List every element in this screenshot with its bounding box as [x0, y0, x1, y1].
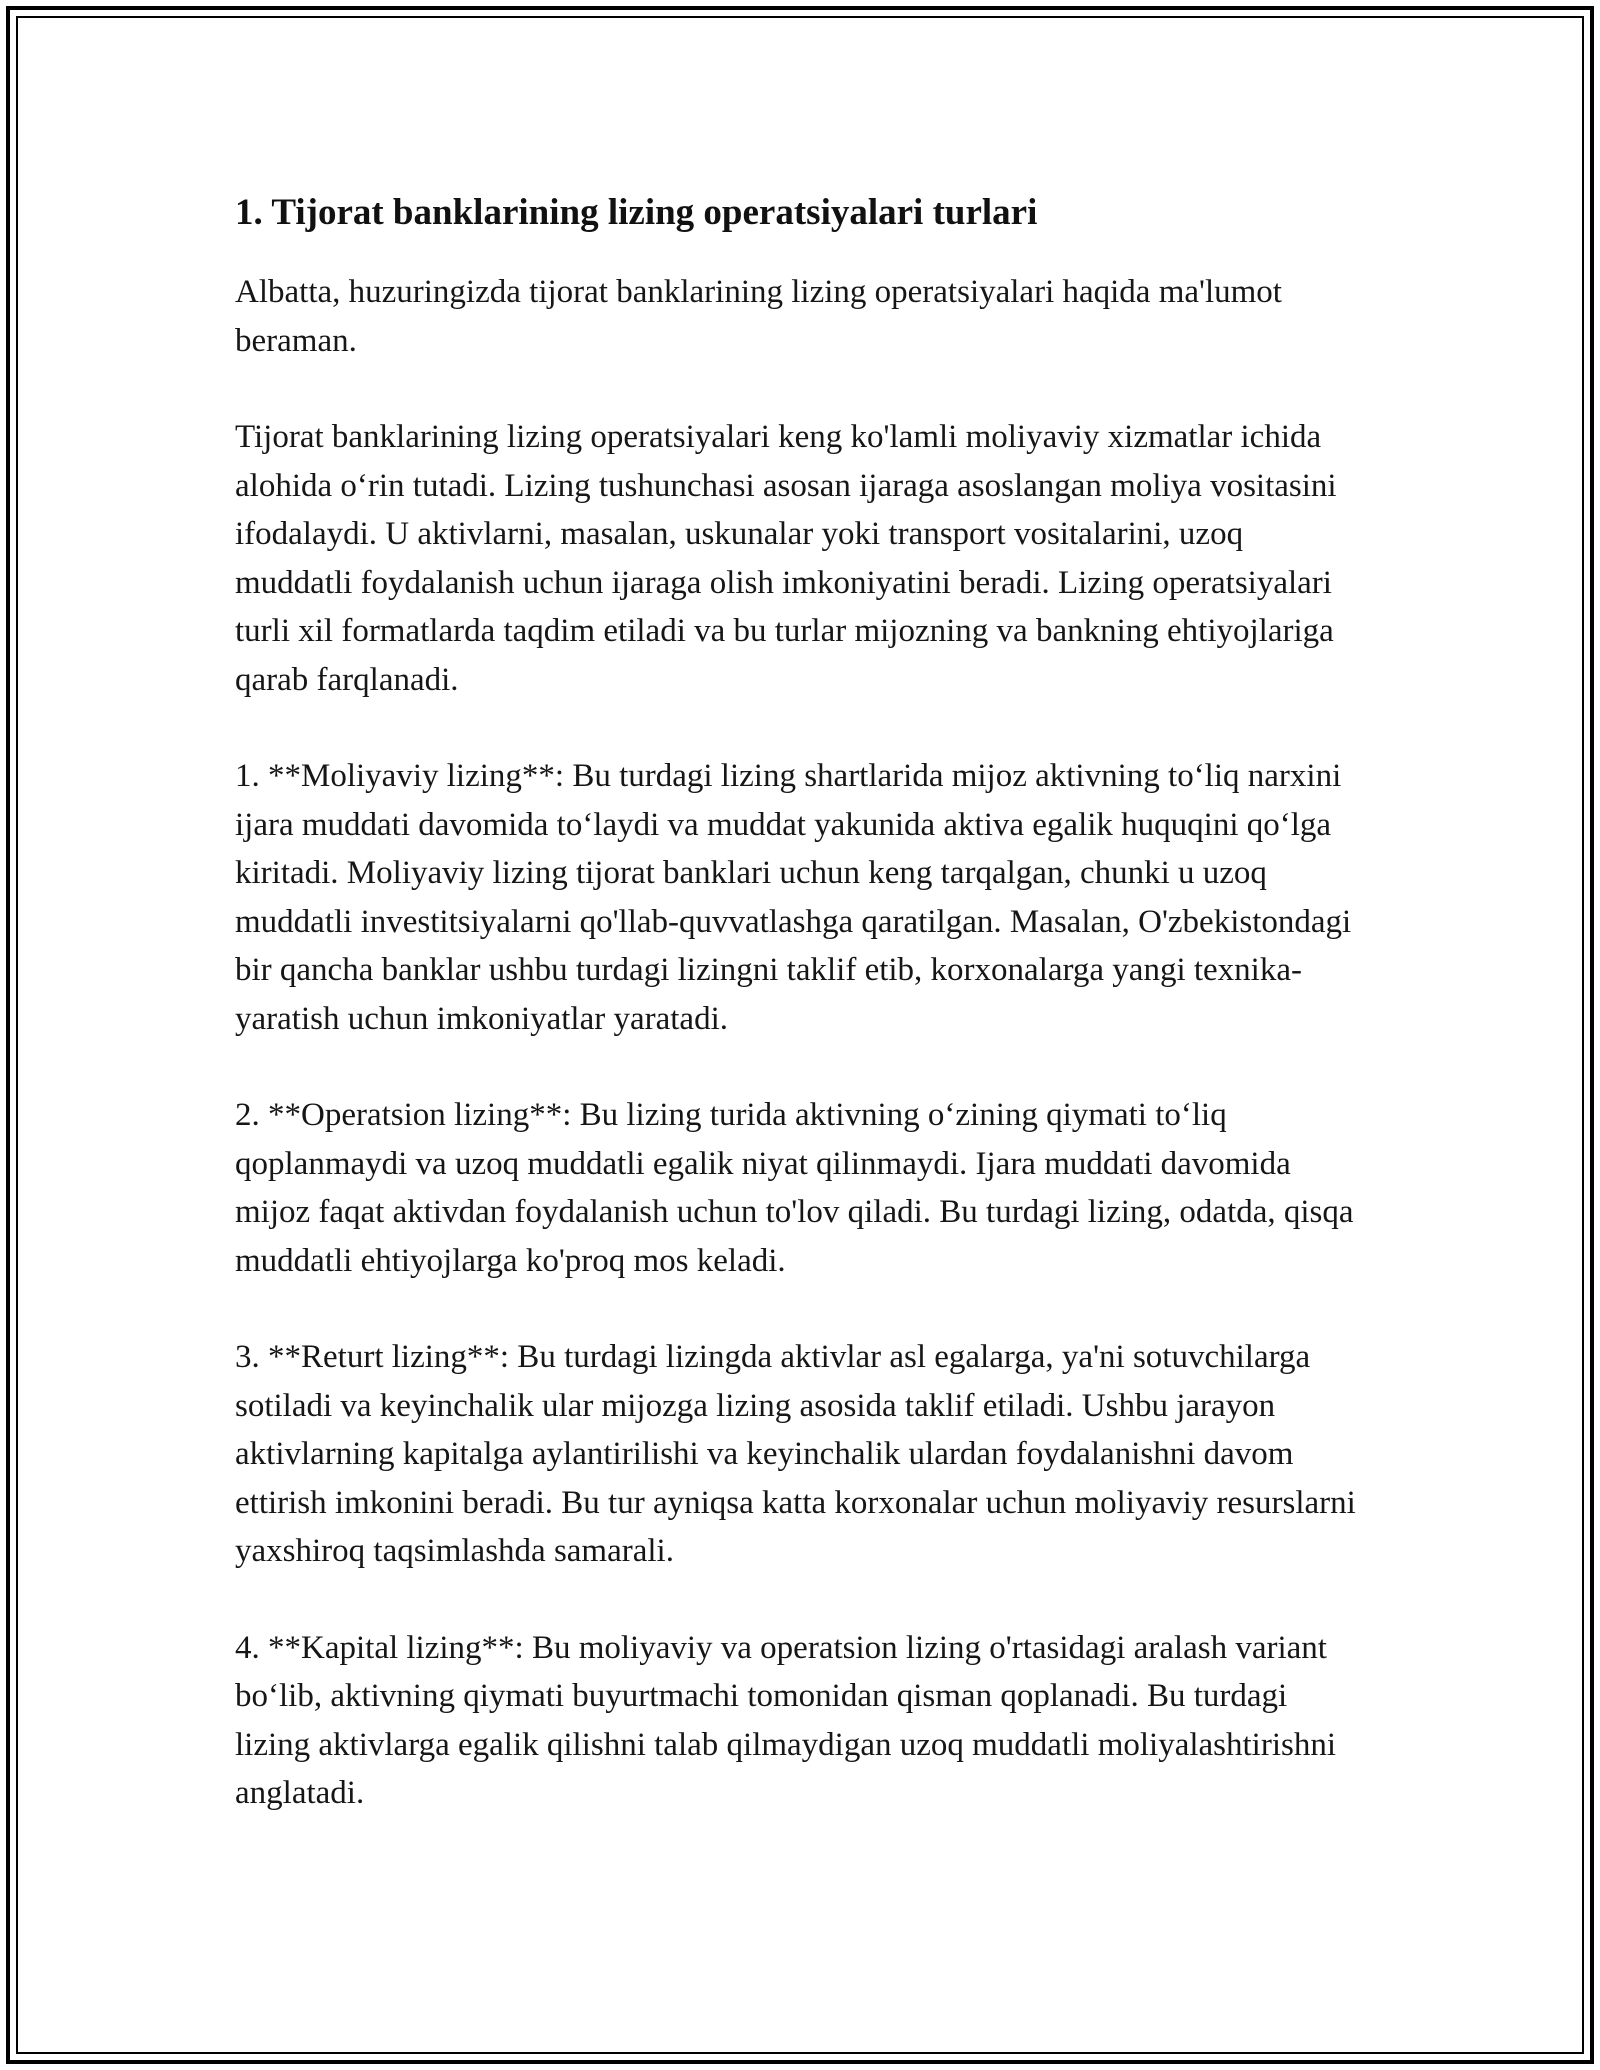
- document-title: 1. Tijorat banklarining lizing operatsiyalari turlari: [235, 192, 1038, 233]
- paragraph-financial-leasing: 1. **Moliyaviy lizing**: Bu turdagi lizing shartlarida mijoz aktivning to‘liq narxini ijara muddati davomida to‘laydi va muddat yakunida aktiva egalik huquqini qo‘lga kiritadi. Moliyaviy lizing tijorat banklari uchun keng tarqalgan, chunki u uzoq muddatli investitsiyalarni qo'llab-quvvatlashga qaratilgan. Masalan, O'zbekistondagi bir qancha banklar ushbu turdagi lizingni taklif etib, korxonalarga yangi texnika-yaratish uchun imkoniyatlar yaratadi.: [235, 758, 1352, 1037]
- paragraph-capital-leasing: 4. **Kapital lizing**: Bu moliyaviy va operatsion lizing o'rtasidagi aralash variant bo‘lib, aktivning qiymati buyurtmachi tomonidan qisman qoplanadi. Bu turdagi lizing aktivlarga egalik qilishni talab qilmaydigan uzoq muddatli moliyalashtirishni anglatadi.: [235, 1629, 1337, 1811]
- paragraph-operational-leasing: 2. **Operatsion lizing**: Bu lizing turida aktivning o‘zining qiymati to‘liq qoplanmaydi va uzoq muddatli egalik niyat qilinmaydi. Ijara muddati davomida mijoz faqat aktivdan foydalanish uchun to'lov qiladi. Bu turdagi lizing, odatda, qisqa muddatli ehtiyojlarga ko'proq mos keladi.: [235, 1097, 1354, 1279]
- document-page: [235, 190, 1365, 1866]
- paragraph-overview: Tijorat banklarining lizing operatsiyalari keng ko'lamli moliyaviy xizmatlar ichida alohida o‘rin tutadi. Lizing tushunchasi asosan ijaraga asoslangan moliya vositasini ifodalaydi. U aktivlarni, masalan, uskunalar yoki transport vositalarini, uzoq muddatli foydalanish uchun ijaraga olish imkoniyatini beradi. Lizing operatsiyalari turli xil formatlarda taqdim etiladi va bu turlar mijozning va bankning ehtiyojlariga qarab farqlanadi.: [235, 419, 1337, 698]
- paragraph-return-leasing: 3. **Returt lizing**: Bu turdagi lizingda aktivlar asl egalarga, ya'ni sotuvchilarga sotiladi va keyinchalik ular mijozga lizing asosida taklif etiladi. Ushbu jarayon aktivlarning kapitalga aylantirilishi va keyinchalik ulardan foydalanishni davom ettirish imkonini beradi. Bu tur ayniqsa katta korxonalar uchun moliyaviy resurslarni yaxshiroq taqsimlashda samarali.: [235, 1339, 1356, 1569]
- paragraph-intro: Albatta, huzuringizda tijorat banklarining lizing operatsiyalari haqida ma'lumot beraman.: [235, 274, 1282, 359]
